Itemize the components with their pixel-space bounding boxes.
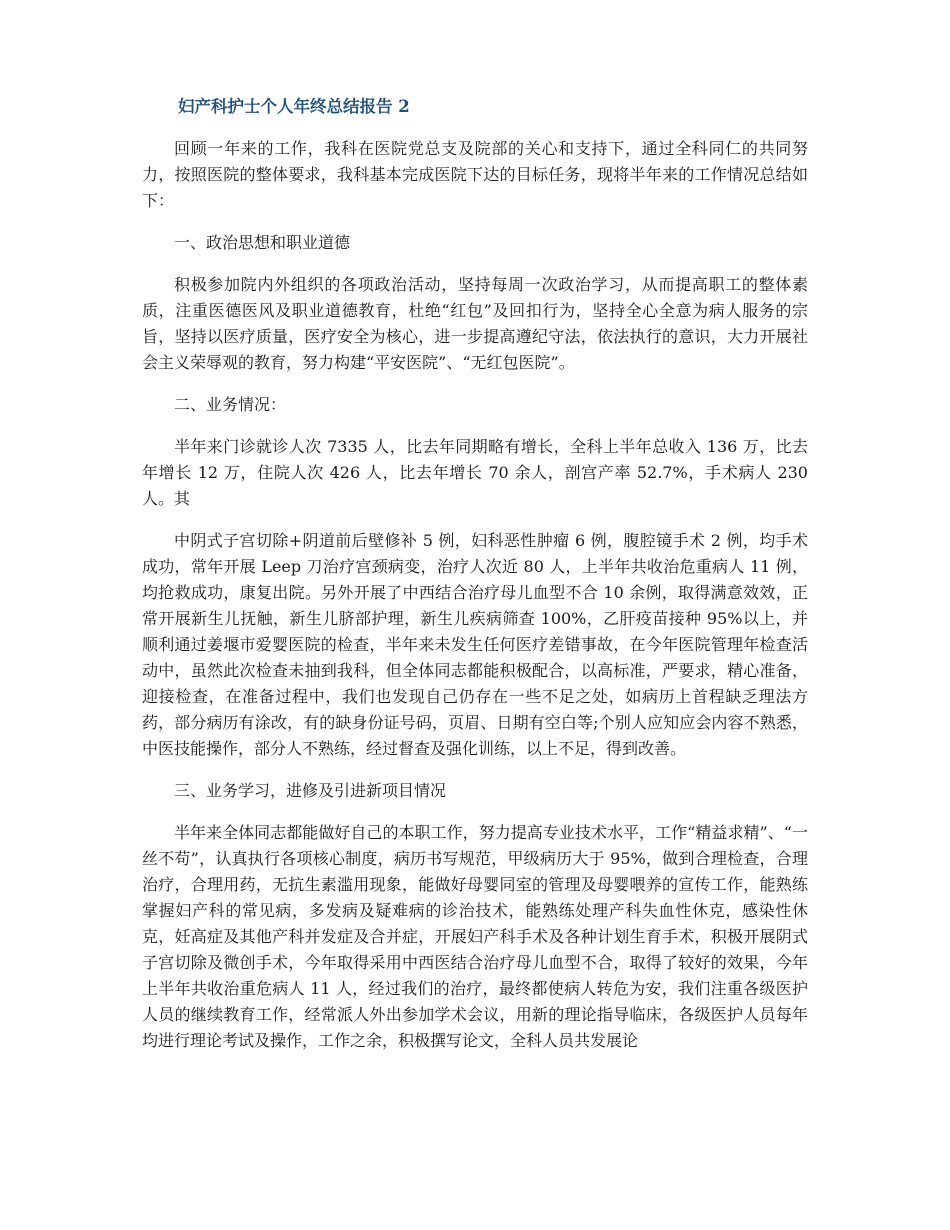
paragraph-business-stats: 半年来门诊就诊人次 7335 人，比去年同期略有增长，全科上半年总收入 136 万，比去年增长 12 万，住院人次 426 人，比去年增长 70 余人，剖宫产率 52.7%，手术病人 230 人。其 [142,437,808,508]
document-title: 妇产科护士个人年终总结报告 2 [178,97,410,116]
paragraph-politics: 积极参加院内外组织的各项政治活动，坚持每周一次政治学习，从而提高职工的整体素质，注重医德医风及职业道德教育，杜绝“红包”及回扣行为，坚持全心全意为病人服务的宗旨，坚持以医疗质量，医疗安全为核心，进一步提高遵纪守法，依法执行的意识，大力开展社会主义荣辱观的教育，努力构建“平安医院”、“无红包医院”。 [142,275,808,372]
paragraph-learning: 半年来全体同志都能做好自己的本职工作，努力提高专业技术水平，工作“精益求精”、“一丝不苟”，认真执行各项核心制度，病历书写规范，甲级病历大于 95%，做到合理检查，合理治疗，合理用药，无抗生素滥用现象，能做好母婴同室的管理及母婴喂养的宣传工作，能熟练掌握妇产科的常见病，多发病及疑难病的诊治技术，能熟练处理产科失血性休克，感染性休克，妊高症及其他产科并发症及合并症，开展妇产科手术及各种计划生育手术，积极开展阴式子宫切除及微创手术，今年取得采用中西医结合治疗母儿血型不合，取得了较好的效果，今年上半年共收治重危病人 11 人，经过我们的治疗，最终都使病人转危为安，我们注重各级医护人员的继续教育工作，经常派人外出参加学术会议，用新的理论指导临床，各级医护人员每年均进行理论考试及操作，工作之余，积极撰写论文，全科人员共发展论 [142,823,808,1050]
section-heading-business: 二、业务情况： [174,395,287,414]
paragraph-intro: 回顾一年来的工作，我科在医院党总支及院部的关心和支持下，通过全科同仁的共同努力，按照医院的整体要求，我科基本完成医院下达的目标任务，现将半年来的工作情况总结如下： [142,139,808,210]
document-page [142,94,808,1070]
paragraph-business-details: 中阴式子宫切除+阴道前后壁修补 5 例，妇科恶性肿瘤 6 例，腹腔镜手术 2 例，均手术成功，常年开展 Leep 刀治疗宫颈病变，治疗人次近 80 人，上半年共收治危重病人 11 例，均抢救成功，康复出院。另外开展了中西结合治疗母儿血型不合 10 余例，取得满意效效，正常开展新生儿抚触，新生儿脐部护理，新生儿疾病筛查 100%，乙肝疫苗接种 95%以上，并顺利通过姜堰市爱婴医院的检查，半年来未发生任何医疗差错事故，在今年医院管理年检查活动中，虽然此次检查未抽到我科，但全体同志都能积极配合，以高标准，严要求，精心准备，迎接检查，在准备过程中，我们也发现自己仍存在一些不足之处，如病历上首程缺乏理法方药，部分病历有涂改，有的缺身份证号码，页眉、日期有空白等;个别人应知应会内容不熟悉，中医技能操作，部分人不熟练，经过督查及强化训练，以上不足，得到改善。 [142,531,808,758]
section-heading-learning: 三、业务学习，进修及引进新项目情况 [174,781,447,800]
section-heading-politics: 一、政治思想和职业道德 [174,233,351,252]
